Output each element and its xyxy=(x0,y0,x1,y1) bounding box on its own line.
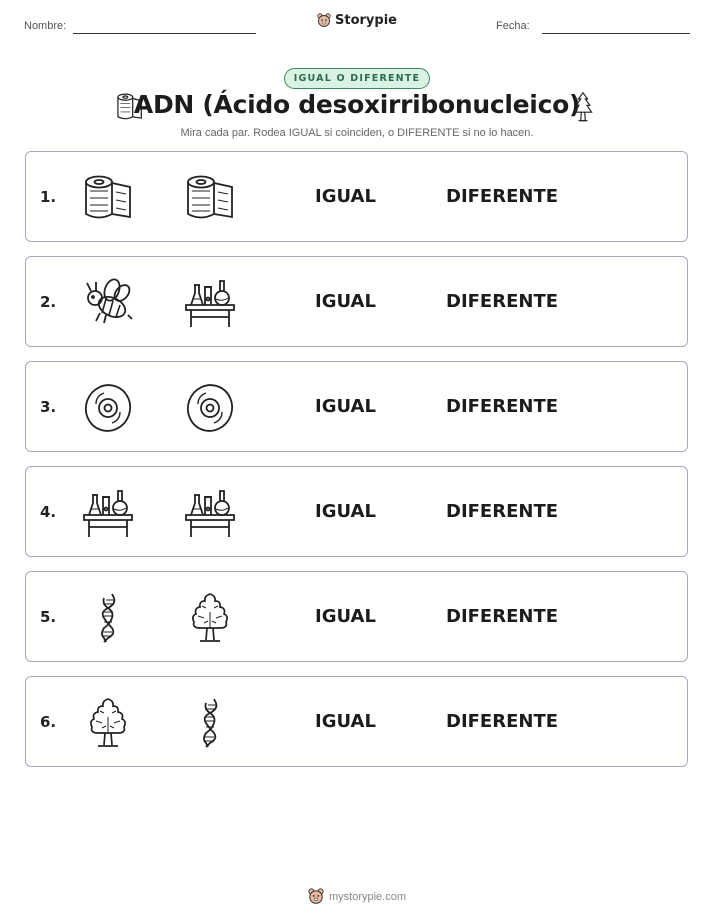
brand-logo xyxy=(0,13,714,32)
list-item xyxy=(25,571,688,662)
bear-logo-icon xyxy=(308,888,324,905)
name-label: Nombre: xyxy=(24,20,67,32)
date-line[interactable] xyxy=(542,33,690,34)
tree-icon xyxy=(82,697,134,749)
bear-logo-icon xyxy=(317,13,331,28)
option-diferente[interactable]: DIFERENTE xyxy=(446,606,559,627)
paper-roll-icon xyxy=(184,172,236,224)
option-igual[interactable]: IGUAL xyxy=(315,606,376,627)
instructions: Mira cada par. Rodea IGUAL si coinciden, o DIFERENTE si no lo hacen. xyxy=(180,127,534,139)
item-number: 2. xyxy=(40,293,57,311)
list-item xyxy=(25,676,688,767)
option-igual[interactable]: IGUAL xyxy=(315,291,376,312)
option-diferente[interactable]: DIFERENTE xyxy=(446,711,559,732)
footer xyxy=(0,888,714,908)
lab-table-icon xyxy=(184,487,236,539)
lab-table-icon xyxy=(82,487,134,539)
option-diferente[interactable]: DIFERENTE xyxy=(446,291,559,312)
option-igual[interactable]: IGUAL xyxy=(315,186,376,207)
tree-icon xyxy=(572,91,594,123)
dna-helix-icon xyxy=(82,592,134,644)
list-item xyxy=(25,256,688,347)
paper-roll-icon xyxy=(82,172,134,224)
brand-name: Storypie xyxy=(335,13,397,28)
page-title: ADN (Ácido desoxirribonucleico) xyxy=(133,90,581,119)
option-igual[interactable]: IGUAL xyxy=(315,711,376,732)
option-diferente[interactable]: DIFERENTE xyxy=(446,186,559,207)
date-label: Fecha: xyxy=(496,20,530,32)
vinyl-disc-icon xyxy=(82,382,134,434)
list-item xyxy=(25,361,688,452)
list-item xyxy=(25,466,688,557)
badge-container xyxy=(0,66,714,89)
activity-badge: IGUAL O DIFERENTE xyxy=(284,68,430,89)
dna-helix-icon xyxy=(184,697,236,749)
item-number: 6. xyxy=(40,713,57,731)
footer-link[interactable]: mystorypie.com xyxy=(328,890,407,903)
tree-icon xyxy=(184,592,236,644)
item-number: 1. xyxy=(40,188,57,206)
name-line[interactable] xyxy=(73,33,256,34)
item-number: 4. xyxy=(40,503,57,521)
bee-icon xyxy=(82,277,134,329)
option-diferente[interactable]: DIFERENTE xyxy=(446,396,559,417)
item-number: 3. xyxy=(40,398,57,416)
option-diferente[interactable]: DIFERENTE xyxy=(446,501,559,522)
option-igual[interactable]: IGUAL xyxy=(315,396,376,417)
option-igual[interactable]: IGUAL xyxy=(315,501,376,522)
list-item xyxy=(25,151,688,242)
lab-table-icon xyxy=(184,277,236,329)
item-number: 5. xyxy=(40,608,57,626)
vinyl-disc-icon xyxy=(184,382,236,434)
